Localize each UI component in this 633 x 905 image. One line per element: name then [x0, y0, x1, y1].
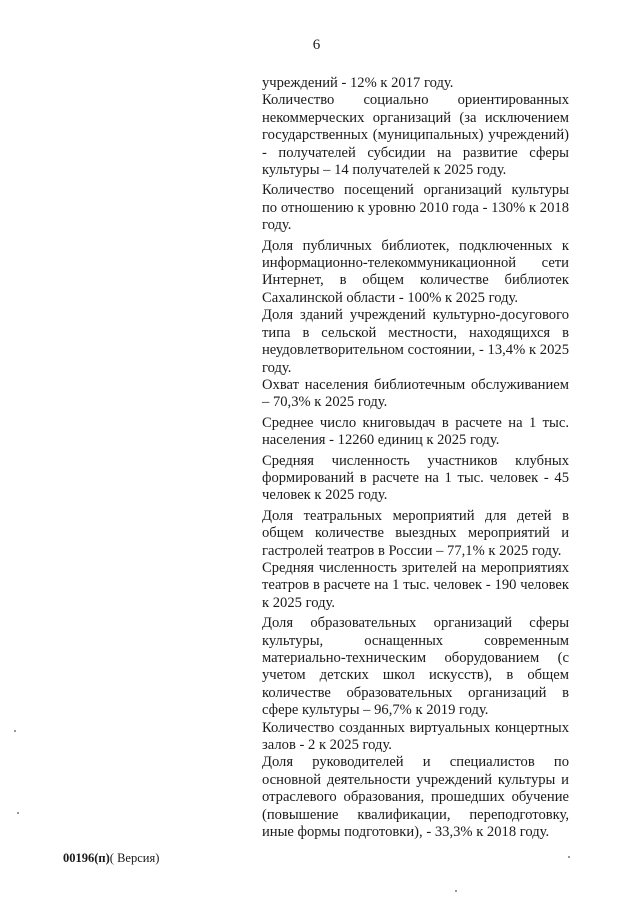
document-body: [262, 75, 569, 841]
document-code: 00196(п): [63, 851, 110, 865]
paragraph: Среднее число книговыдач в расчете на 1 тыс. населения - 12260 единиц к 2025 году.: [262, 414, 569, 449]
paragraph: Количество посещений организаций культуры по отношению к уровню 2010 года - 130% к 2018 году.: [262, 182, 569, 234]
paragraph: Количество созданных виртуальных концертных залов - 2 к 2025 году.: [262, 719, 569, 754]
scan-speck: [455, 890, 457, 892]
paragraph: Доля зданий учреждений культурно-досугового типа в сельской местности, находящихся в неудовлетворительном состоянии, - 13,4% к 2025 году.: [262, 307, 569, 376]
page-number: 6: [312, 37, 321, 53]
paragraph: Охват населения библиотечным обслуживанием – 70,3% к 2025 году.: [262, 376, 569, 411]
document-footer: [63, 851, 159, 866]
paragraph: Количество социально ориентированных некоммерческих организаций (за исключением государственных (муниципальных) учреждений) - получателей субсидии на развитие сферы культуры – 14 получателей к 2025 году.: [262, 92, 569, 179]
paragraph: Средняя численность зрителей на мероприятиях театров в расчете на 1 тыс. человек - 190 человек к 2025 году.: [262, 559, 569, 611]
paragraph: Доля образовательных организаций сферы культуры, оснащенных современным материально-техническим оборудованием (с учетом детских школ искусств), в общем количестве образовательных организаций в сфере культуры – 96,7% к 2019 году.: [262, 615, 569, 719]
paragraph: Доля руководителей и специалистов по основной деятельности учреждений культуры и отраслевого образования, прошедших обучение (повышение квалификации, переподготовку, иные формы подготовки), - 33,3% к 2018 году.: [262, 754, 569, 841]
scan-speck: [14, 730, 16, 732]
scan-speck: [568, 856, 570, 858]
paragraph: Доля театральных мероприятий для детей в общем количестве выездных мероприятий и гастролей театров в России – 77,1% к 2025 году.: [262, 507, 569, 559]
paragraph: Доля публичных библиотек, подключенных к информационно-телекоммуникационной сети Интернет, в общем количестве библиотек Сахалинской области - 100% к 2025 году.: [262, 237, 569, 306]
paragraph: Средняя численность участников клубных формирований в расчете на 1 тыс. человек - 45 человек к 2025 году.: [262, 452, 569, 504]
document-version: ( Версия): [109, 851, 160, 865]
scan-speck: [17, 812, 19, 814]
paragraph: учреждений - 12% к 2017 году.: [262, 75, 454, 91]
